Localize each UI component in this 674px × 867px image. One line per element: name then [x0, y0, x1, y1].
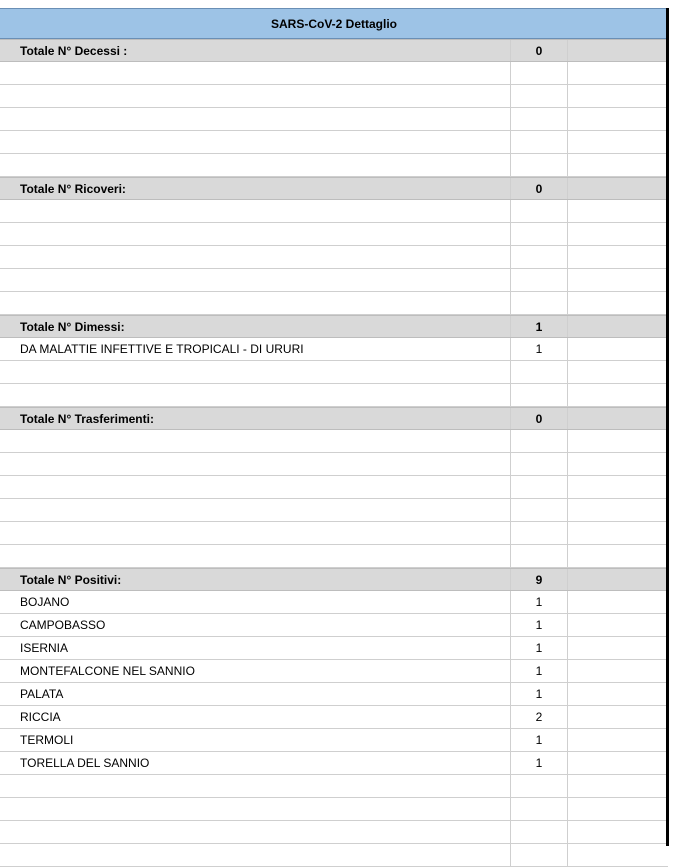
row-extra-cell — [567, 384, 668, 406]
empty-row — [0, 223, 668, 246]
row-name — [0, 453, 510, 475]
section-label: Totale N° Decessi : — [20, 44, 128, 58]
row-extra-cell — [567, 62, 668, 84]
empty-row — [0, 453, 668, 476]
row-extra-cell — [567, 499, 668, 521]
row-count — [510, 821, 567, 843]
section-total: 0 — [510, 178, 567, 199]
sections-container — [0, 39, 668, 867]
row-name — [0, 108, 510, 130]
row-name — [0, 775, 510, 797]
row-name: MONTEFALCONE NEL SANNIO — [20, 664, 195, 678]
row-count — [510, 384, 567, 406]
section-total: 0 — [510, 408, 567, 429]
row-count: 1 — [510, 729, 567, 751]
section-total: 0 — [510, 40, 567, 61]
table-row — [0, 614, 668, 637]
row-count: 1 — [510, 660, 567, 682]
row-name — [0, 499, 510, 521]
row-name — [0, 844, 510, 866]
row-count — [510, 200, 567, 222]
section-extra-cell — [567, 40, 668, 61]
row-extra-cell — [567, 821, 668, 843]
row-name — [0, 292, 510, 314]
table-row — [0, 706, 668, 729]
row-extra-cell — [567, 108, 668, 130]
row-extra-cell — [567, 338, 668, 360]
row-name — [0, 545, 510, 567]
row-name — [0, 131, 510, 153]
empty-row — [0, 62, 668, 85]
row-extra-cell — [567, 200, 668, 222]
row-name: RICCIA — [20, 710, 61, 724]
row-extra-cell — [567, 706, 668, 728]
empty-row — [0, 269, 668, 292]
section-header — [0, 568, 668, 591]
row-name: BOJANO — [20, 595, 70, 609]
row-count — [510, 292, 567, 314]
row-extra-cell — [567, 545, 668, 567]
empty-row — [0, 545, 668, 568]
row-count — [510, 476, 567, 498]
row-name: CAMPOBASSO — [20, 618, 106, 632]
empty-row — [0, 522, 668, 545]
row-count — [510, 361, 567, 383]
row-extra-cell — [567, 660, 668, 682]
section-header — [0, 39, 668, 62]
row-count — [510, 844, 567, 866]
row-extra-cell — [567, 361, 668, 383]
table-row — [0, 637, 668, 660]
row-extra-cell — [567, 614, 668, 636]
table-row — [0, 752, 668, 775]
row-count — [510, 775, 567, 797]
sheet-title: SARS-CoV-2 Dettaglio — [0, 8, 668, 39]
empty-row — [0, 292, 668, 315]
row-count — [510, 499, 567, 521]
section-extra-cell — [567, 569, 668, 590]
row-count: 1 — [510, 683, 567, 705]
row-count — [510, 798, 567, 820]
row-count: 1 — [510, 752, 567, 774]
empty-row — [0, 384, 668, 407]
row-extra-cell — [567, 154, 668, 176]
empty-row — [0, 131, 668, 154]
row-name — [0, 476, 510, 498]
section-extra-cell — [567, 316, 668, 337]
row-count — [510, 522, 567, 544]
row-name — [0, 85, 510, 107]
row-name — [0, 798, 510, 820]
section-label: Totale N° Dimessi: — [20, 320, 125, 334]
row-count — [510, 545, 567, 567]
row-name — [0, 384, 510, 406]
row-extra-cell — [567, 591, 668, 613]
row-count: 1 — [510, 338, 567, 360]
row-extra-cell — [567, 637, 668, 659]
row-count — [510, 154, 567, 176]
section-header — [0, 315, 668, 338]
empty-row — [0, 430, 668, 453]
row-name — [0, 430, 510, 452]
table-row — [0, 683, 668, 706]
row-name — [0, 246, 510, 268]
row-count — [510, 223, 567, 245]
row-extra-cell — [567, 131, 668, 153]
row-extra-cell — [567, 844, 668, 866]
empty-row — [0, 499, 668, 522]
row-name — [0, 821, 510, 843]
row-extra-cell — [567, 269, 668, 291]
row-name — [0, 62, 510, 84]
table-row — [0, 591, 668, 614]
row-extra-cell — [567, 729, 668, 751]
section-total: 9 — [510, 569, 567, 590]
empty-row — [0, 361, 668, 384]
empty-row — [0, 108, 668, 131]
row-count — [510, 131, 567, 153]
row-name — [0, 269, 510, 291]
row-name — [0, 200, 510, 222]
empty-row — [0, 775, 668, 798]
row-name — [0, 223, 510, 245]
row-name — [0, 154, 510, 176]
row-count — [510, 246, 567, 268]
table-row — [0, 660, 668, 683]
row-extra-cell — [567, 292, 668, 314]
row-extra-cell — [567, 430, 668, 452]
table-row — [0, 338, 668, 361]
row-name: PALATA — [20, 687, 64, 701]
row-extra-cell — [567, 798, 668, 820]
row-name: ISERNIA — [20, 641, 69, 655]
row-count: 1 — [510, 637, 567, 659]
row-extra-cell — [567, 453, 668, 475]
row-extra-cell — [567, 752, 668, 774]
row-count: 2 — [510, 706, 567, 728]
row-name — [0, 522, 510, 544]
row-name — [0, 361, 510, 383]
section-label: Totale N° Trasferimenti: — [20, 412, 154, 426]
row-count — [510, 430, 567, 452]
row-count — [510, 62, 567, 84]
row-extra-cell — [567, 476, 668, 498]
row-extra-cell — [567, 246, 668, 268]
row-name: DA MALATTIE INFETTIVE E TROPICALI - DI URURI — [20, 342, 304, 356]
empty-row — [0, 85, 668, 108]
section-extra-cell — [567, 408, 668, 429]
empty-row — [0, 476, 668, 499]
section-header — [0, 177, 668, 200]
row-name: TERMOLI — [20, 733, 74, 747]
empty-row — [0, 200, 668, 223]
row-count: 1 — [510, 614, 567, 636]
sheet-right-border — [666, 8, 669, 846]
table-row — [0, 729, 668, 752]
empty-row — [0, 844, 668, 867]
empty-row — [0, 246, 668, 269]
row-name: TORELLA DEL SANNIO — [20, 756, 150, 770]
row-extra-cell — [567, 85, 668, 107]
row-count — [510, 269, 567, 291]
empty-row — [0, 798, 668, 821]
section-total: 1 — [510, 316, 567, 337]
row-extra-cell — [567, 223, 668, 245]
empty-row — [0, 154, 668, 177]
row-count — [510, 453, 567, 475]
detail-sheet — [0, 8, 668, 867]
section-label: Totale N° Ricoveri: — [20, 182, 126, 196]
section-label: Totale N° Positivi: — [20, 573, 122, 587]
row-extra-cell — [567, 775, 668, 797]
row-count — [510, 108, 567, 130]
row-count — [510, 85, 567, 107]
row-extra-cell — [567, 683, 668, 705]
empty-row — [0, 821, 668, 844]
section-extra-cell — [567, 178, 668, 199]
row-extra-cell — [567, 522, 668, 544]
row-count: 1 — [510, 591, 567, 613]
section-header — [0, 407, 668, 430]
